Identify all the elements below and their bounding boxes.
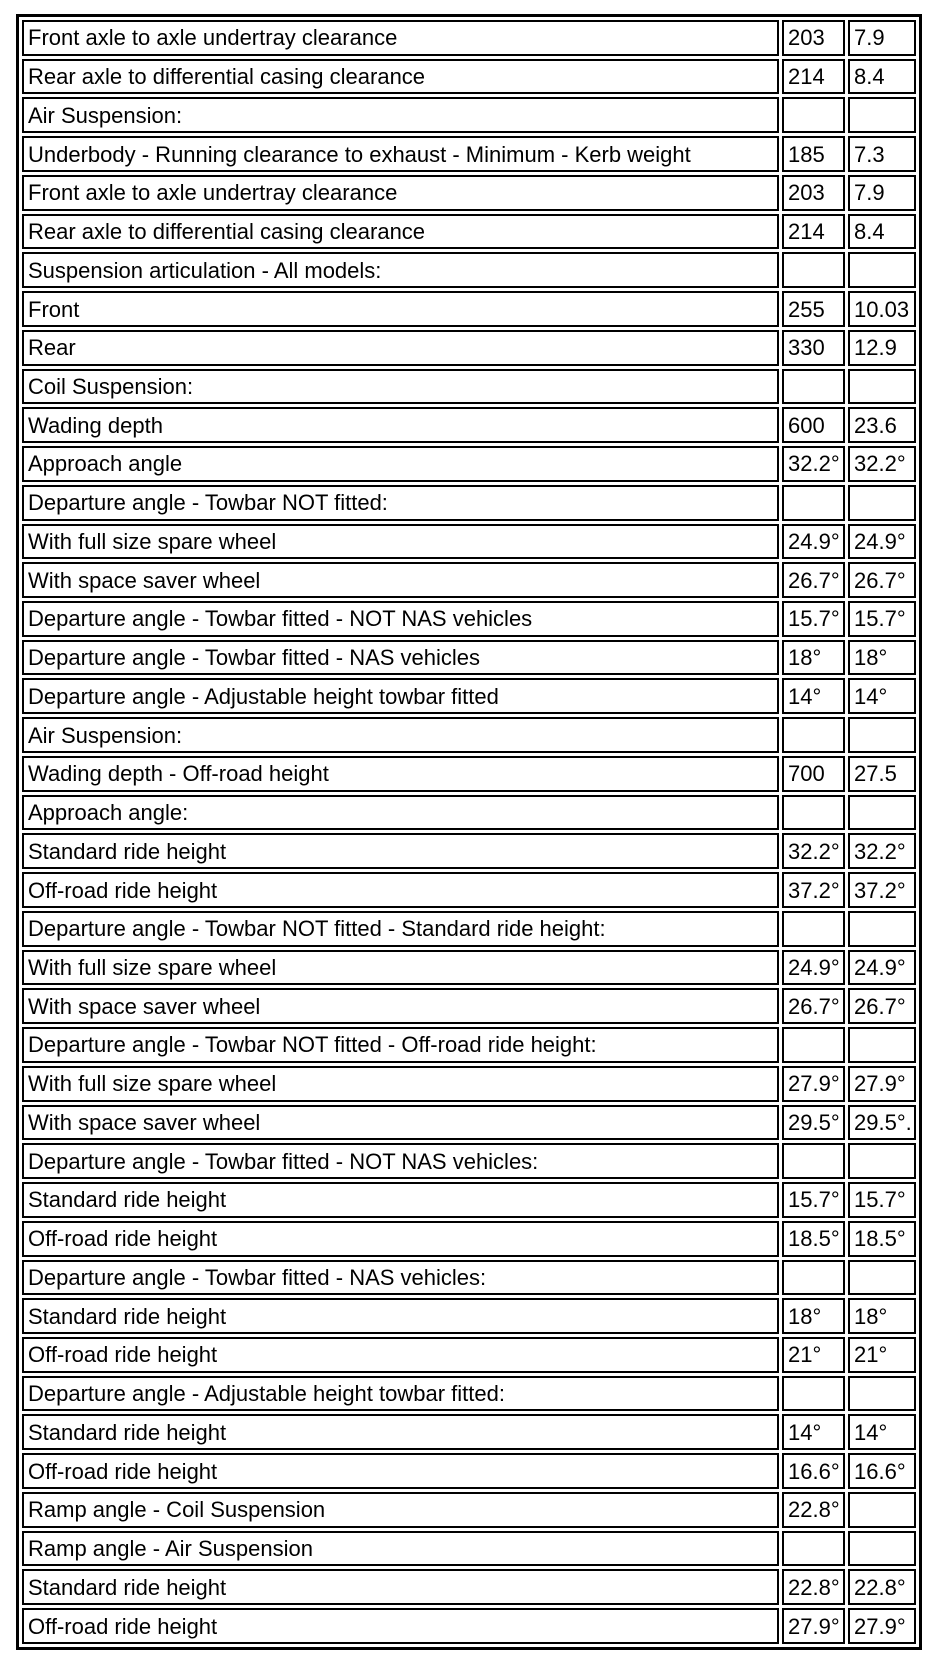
row-label-cell: Rear bbox=[22, 330, 779, 366]
table-row bbox=[22, 524, 916, 560]
imperial-value-cell: 21° bbox=[848, 1337, 916, 1373]
metric-value-cell: 18° bbox=[782, 640, 845, 676]
table-row bbox=[22, 1260, 916, 1296]
row-label-cell: Standard ride height bbox=[22, 1298, 779, 1334]
row-label-cell: Rear axle to differential casing clearance bbox=[22, 59, 779, 95]
imperial-value-cell: 7.9 bbox=[848, 20, 916, 56]
imperial-value-cell: 32.2° bbox=[848, 446, 916, 482]
imperial-value-cell: 24.9° bbox=[848, 950, 916, 986]
table-row bbox=[22, 988, 916, 1024]
table-row bbox=[22, 562, 916, 598]
metric-value-cell bbox=[782, 485, 845, 521]
metric-value-cell: 15.7° bbox=[782, 601, 845, 637]
row-label-cell: Departure angle - Towbar fitted - NAS vehicles bbox=[22, 640, 779, 676]
row-label-cell: Off-road ride height bbox=[22, 1608, 779, 1644]
metric-value-cell bbox=[782, 252, 845, 288]
table-row bbox=[22, 795, 916, 831]
row-label-cell: Off-road ride height bbox=[22, 872, 779, 908]
row-label-cell: Standard ride height bbox=[22, 1569, 779, 1605]
row-label-cell: Front bbox=[22, 291, 779, 327]
metric-value-cell: 22.8° bbox=[782, 1492, 845, 1528]
imperial-value-cell: 24.9° bbox=[848, 524, 916, 560]
imperial-value-cell: 14° bbox=[848, 1414, 916, 1450]
imperial-value-cell: 32.2° bbox=[848, 833, 916, 869]
table-row bbox=[22, 911, 916, 947]
imperial-value-cell: 26.7° bbox=[848, 562, 916, 598]
imperial-value-cell: 7.9 bbox=[848, 175, 916, 211]
row-label-cell: Departure angle - Towbar fitted - NOT NAS vehicles bbox=[22, 601, 779, 637]
metric-value-cell: 214 bbox=[782, 214, 845, 250]
table-row bbox=[22, 1105, 916, 1141]
table-row bbox=[22, 1414, 916, 1450]
metric-value-cell: 18° bbox=[782, 1298, 845, 1334]
table-row bbox=[22, 1453, 916, 1489]
metric-value-cell bbox=[782, 1143, 845, 1179]
table-row bbox=[22, 1066, 916, 1102]
imperial-value-cell bbox=[848, 1027, 916, 1063]
metric-value-cell: 24.9° bbox=[782, 524, 845, 560]
table-row bbox=[22, 1143, 916, 1179]
row-label-cell: With space saver wheel bbox=[22, 1105, 779, 1141]
table-row bbox=[22, 1569, 916, 1605]
row-label-cell: With full size spare wheel bbox=[22, 524, 779, 560]
table-row bbox=[22, 407, 916, 443]
metric-value-cell: 37.2° bbox=[782, 872, 845, 908]
metric-value-cell bbox=[782, 1531, 845, 1567]
imperial-value-cell bbox=[848, 97, 916, 133]
table-row bbox=[22, 1531, 916, 1567]
row-label-cell: Departure angle - Adjustable height towbar fitted: bbox=[22, 1376, 779, 1412]
table-row bbox=[22, 1182, 916, 1218]
imperial-value-cell: 14° bbox=[848, 678, 916, 714]
imperial-value-cell: 12.9 bbox=[848, 330, 916, 366]
table-row bbox=[22, 20, 916, 56]
row-label-cell: Off-road ride height bbox=[22, 1453, 779, 1489]
metric-value-cell: 203 bbox=[782, 175, 845, 211]
row-label-cell: Departure angle - Towbar fitted - NAS vehicles: bbox=[22, 1260, 779, 1296]
imperial-value-cell bbox=[848, 485, 916, 521]
table-row bbox=[22, 717, 916, 753]
table-row bbox=[22, 59, 916, 95]
spec-table-frame bbox=[16, 14, 922, 1650]
imperial-value-cell bbox=[848, 1260, 916, 1296]
imperial-value-cell bbox=[848, 1376, 916, 1412]
metric-value-cell: 14° bbox=[782, 1414, 845, 1450]
row-label-cell: Departure angle - Towbar NOT fitted - Off-road ride height: bbox=[22, 1027, 779, 1063]
row-label-cell: Rear axle to differential casing clearance bbox=[22, 214, 779, 250]
dimensions-table-body bbox=[22, 20, 916, 1644]
table-row bbox=[22, 136, 916, 172]
dimensions-table bbox=[19, 17, 919, 1647]
table-row bbox=[22, 291, 916, 327]
table-row bbox=[22, 678, 916, 714]
imperial-value-cell: 18° bbox=[848, 1298, 916, 1334]
row-label-cell: With space saver wheel bbox=[22, 562, 779, 598]
metric-value-cell: 16.6° bbox=[782, 1453, 845, 1489]
imperial-value-cell: 7.3 bbox=[848, 136, 916, 172]
imperial-value-cell: 37.2° bbox=[848, 872, 916, 908]
metric-value-cell bbox=[782, 369, 845, 405]
table-row bbox=[22, 330, 916, 366]
row-label-cell: Wading depth bbox=[22, 407, 779, 443]
table-row bbox=[22, 1492, 916, 1528]
metric-value-cell: 14° bbox=[782, 678, 845, 714]
row-label-cell: With full size spare wheel bbox=[22, 1066, 779, 1102]
imperial-value-cell bbox=[848, 1492, 916, 1528]
row-label-cell: Standard ride height bbox=[22, 1182, 779, 1218]
imperial-value-cell bbox=[848, 1531, 916, 1567]
metric-value-cell: 32.2° bbox=[782, 833, 845, 869]
metric-value-cell: 214 bbox=[782, 59, 845, 95]
table-row bbox=[22, 1221, 916, 1257]
row-label-cell: Standard ride height bbox=[22, 833, 779, 869]
imperial-value-cell: 15.7° bbox=[848, 601, 916, 637]
metric-value-cell: 27.9° bbox=[782, 1608, 845, 1644]
table-row bbox=[22, 1608, 916, 1644]
metric-value-cell bbox=[782, 1260, 845, 1296]
metric-value-cell: 700 bbox=[782, 756, 845, 792]
table-row bbox=[22, 1027, 916, 1063]
row-label-cell: Approach angle: bbox=[22, 795, 779, 831]
imperial-value-cell: 29.5°. bbox=[848, 1105, 916, 1141]
row-label-cell: Underbody - Running clearance to exhaust - Minimum - Kerb weight bbox=[22, 136, 779, 172]
row-label-cell: Ramp angle - Coil Suspension bbox=[22, 1492, 779, 1528]
metric-value-cell: 27.9° bbox=[782, 1066, 845, 1102]
row-label-cell: Air Suspension: bbox=[22, 97, 779, 133]
metric-value-cell bbox=[782, 1027, 845, 1063]
metric-value-cell: 18.5° bbox=[782, 1221, 845, 1257]
imperial-value-cell: 27.5 bbox=[848, 756, 916, 792]
table-row bbox=[22, 446, 916, 482]
metric-value-cell: 21° bbox=[782, 1337, 845, 1373]
table-row bbox=[22, 369, 916, 405]
row-label-cell: Coil Suspension: bbox=[22, 369, 779, 405]
metric-value-cell bbox=[782, 1376, 845, 1412]
table-row bbox=[22, 640, 916, 676]
table-row bbox=[22, 252, 916, 288]
table-row bbox=[22, 175, 916, 211]
imperial-value-cell: 8.4 bbox=[848, 214, 916, 250]
imperial-value-cell bbox=[848, 911, 916, 947]
table-row bbox=[22, 950, 916, 986]
metric-value-cell: 22.8° bbox=[782, 1569, 845, 1605]
metric-value-cell: 255 bbox=[782, 291, 845, 327]
imperial-value-cell: 15.7° bbox=[848, 1182, 916, 1218]
row-label-cell: Ramp angle - Air Suspension bbox=[22, 1531, 779, 1567]
table-row bbox=[22, 97, 916, 133]
imperial-value-cell: 27.9° bbox=[848, 1066, 916, 1102]
row-label-cell: With space saver wheel bbox=[22, 988, 779, 1024]
imperial-value-cell: 27.9° bbox=[848, 1608, 916, 1644]
row-label-cell: Wading depth - Off-road height bbox=[22, 756, 779, 792]
row-label-cell: Off-road ride height bbox=[22, 1337, 779, 1373]
imperial-value-cell bbox=[848, 717, 916, 753]
metric-value-cell bbox=[782, 911, 845, 947]
row-label-cell: Suspension articulation - All models: bbox=[22, 252, 779, 288]
row-label-cell: Approach angle bbox=[22, 446, 779, 482]
row-label-cell: Departure angle - Adjustable height towbar fitted bbox=[22, 678, 779, 714]
metric-value-cell: 330 bbox=[782, 330, 845, 366]
imperial-value-cell bbox=[848, 1143, 916, 1179]
row-label-cell: Departure angle - Towbar fitted - NOT NAS vehicles: bbox=[22, 1143, 779, 1179]
imperial-value-cell: 22.8° bbox=[848, 1569, 916, 1605]
metric-value-cell bbox=[782, 97, 845, 133]
metric-value-cell: 26.7° bbox=[782, 988, 845, 1024]
row-label-cell: Standard ride height bbox=[22, 1414, 779, 1450]
metric-value-cell bbox=[782, 717, 845, 753]
metric-value-cell: 26.7° bbox=[782, 562, 845, 598]
metric-value-cell: 29.5° bbox=[782, 1105, 845, 1141]
row-label-cell: Off-road ride height bbox=[22, 1221, 779, 1257]
metric-value-cell: 32.2° bbox=[782, 446, 845, 482]
table-row bbox=[22, 214, 916, 250]
row-label-cell: Departure angle - Towbar NOT fitted - Standard ride height: bbox=[22, 911, 779, 947]
row-label-cell: Front axle to axle undertray clearance bbox=[22, 175, 779, 211]
row-label-cell: Departure angle - Towbar NOT fitted: bbox=[22, 485, 779, 521]
imperial-value-cell: 8.4 bbox=[848, 59, 916, 95]
row-label-cell: With full size spare wheel bbox=[22, 950, 779, 986]
imperial-value-cell bbox=[848, 252, 916, 288]
table-row bbox=[22, 756, 916, 792]
imperial-value-cell: 16.6° bbox=[848, 1453, 916, 1489]
imperial-value-cell bbox=[848, 795, 916, 831]
row-label-cell: Front axle to axle undertray clearance bbox=[22, 20, 779, 56]
row-label-cell: Air Suspension: bbox=[22, 717, 779, 753]
table-row bbox=[22, 485, 916, 521]
table-row bbox=[22, 1298, 916, 1334]
metric-value-cell: 15.7° bbox=[782, 1182, 845, 1218]
imperial-value-cell: 26.7° bbox=[848, 988, 916, 1024]
table-row bbox=[22, 601, 916, 637]
imperial-value-cell: 23.6 bbox=[848, 407, 916, 443]
metric-value-cell: 185 bbox=[782, 136, 845, 172]
table-row bbox=[22, 872, 916, 908]
imperial-value-cell bbox=[848, 369, 916, 405]
imperial-value-cell: 10.03 bbox=[848, 291, 916, 327]
imperial-value-cell: 18.5° bbox=[848, 1221, 916, 1257]
imperial-value-cell: 18° bbox=[848, 640, 916, 676]
table-row bbox=[22, 1337, 916, 1373]
metric-value-cell: 203 bbox=[782, 20, 845, 56]
metric-value-cell: 24.9° bbox=[782, 950, 845, 986]
table-row bbox=[22, 1376, 916, 1412]
metric-value-cell: 600 bbox=[782, 407, 845, 443]
table-row bbox=[22, 833, 916, 869]
metric-value-cell bbox=[782, 795, 845, 831]
